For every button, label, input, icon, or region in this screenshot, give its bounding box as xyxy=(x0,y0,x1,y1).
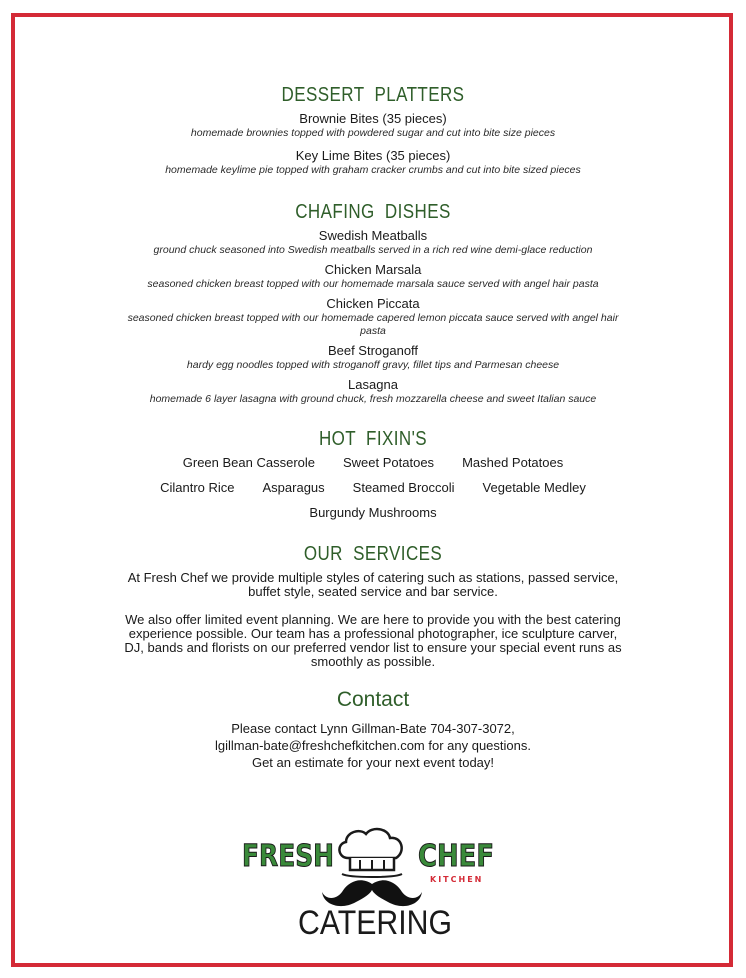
side-dish: Sweet Potatoes xyxy=(343,455,435,470)
chafing-dishes-heading: CHAFING DISHES xyxy=(295,201,451,223)
side-dish: Steamed Broccoli xyxy=(352,480,455,495)
side-dish: Asparagus xyxy=(262,480,325,495)
fresh-chef-catering-logo xyxy=(230,820,520,945)
chafing-item-desc: homemade 6 layer lasagna with ground chuck, fresh mozzarella cheese and sweet Italian sauce xyxy=(149,393,597,405)
dessert-item-name: Brownie Bites (35 pieces) xyxy=(299,111,447,126)
hot-fixins-row-3 xyxy=(0,505,746,520)
dessert-item-name: Key Lime Bites (35 pieces) xyxy=(295,148,451,163)
chafing-item-desc: hardy egg noodles topped with stroganoff gravy, fillet tips and Parmesan cheese xyxy=(186,359,560,371)
chafing-item-desc: seasoned chicken breast topped with our homemade marsala sauce served with angel hair pasta xyxy=(147,278,599,290)
dessert-item-desc: homemade brownies topped with powdered sugar and cut into bite size pieces xyxy=(190,127,556,139)
chafing-item-name: Lasagna xyxy=(348,377,398,392)
side-dish: Green Bean Casserole xyxy=(182,455,315,470)
chafing-item-name: Swedish Meatballs xyxy=(318,228,428,243)
services-paragraph-1: At Fresh Chef we provide multiple styles of catering such as stations, passed service, buffet style, seated service and bar service. xyxy=(127,570,619,599)
contact-line: Please contact Lynn Gillman-Bate 704-307-3072, xyxy=(231,721,515,736)
dessert-items xyxy=(110,111,636,177)
logo-word-catering: CATERING xyxy=(298,904,452,942)
logo-word-kitchen: KITCHEN xyxy=(430,875,484,884)
hot-fixins-row-1 xyxy=(0,455,746,470)
our-services-heading: OUR SERVICES xyxy=(303,543,443,565)
side-dish: Burgundy Mushrooms xyxy=(309,505,437,520)
logo-graphic xyxy=(230,820,520,945)
side-dish: Cilantro Rice xyxy=(160,480,235,495)
dessert-item-desc: homemade keylime pie topped with graham cracker crumbs and cut into bite sized pieces xyxy=(165,164,581,176)
services-paragraph-2: We also offer limited event planning. We are here to provide you with the best catering experience possible. Our team has a professional photographer, ice sculpture carver, DJ, bands and florists on our preferred vendor list to ensure your special event runs as smoothly as possible. xyxy=(124,612,622,669)
logo-word-fresh: FRESH xyxy=(242,839,334,874)
hot-fixins-heading: HOT FIXIN'S xyxy=(318,428,428,450)
logo-word-chef: CHEF xyxy=(418,839,494,874)
chafing-item-desc: seasoned chicken breast topped with our homemade capered lemon piccata sauce served with angel hair pasta xyxy=(127,312,619,337)
contact-info xyxy=(0,720,746,771)
hot-fixins-row-2 xyxy=(0,480,746,495)
chafing-item-name: Chicken Marsala xyxy=(324,262,422,277)
contact-heading: Contact xyxy=(336,688,410,711)
contact-email-line[interactable]: lgillman-bate@freshchefkitchen.com for any questions. xyxy=(215,738,531,753)
side-dish: Mashed Potatoes xyxy=(462,455,564,470)
side-dish: Vegetable Medley xyxy=(482,480,586,495)
dessert-platters-heading: DESSERT PLATTERS xyxy=(281,84,465,106)
chafing-items xyxy=(118,228,628,406)
chef-hat-icon xyxy=(339,829,402,877)
contact-line: Get an estimate for your next event today! xyxy=(251,755,495,770)
mustache-icon xyxy=(322,880,422,906)
chafing-item-name: Chicken Piccata xyxy=(326,296,420,311)
chafing-item-name: Beef Stroganoff xyxy=(327,343,419,358)
chafing-item-desc: ground chuck seasoned into Swedish meatballs served in a rich red wine demi-glace reduction xyxy=(153,244,593,256)
